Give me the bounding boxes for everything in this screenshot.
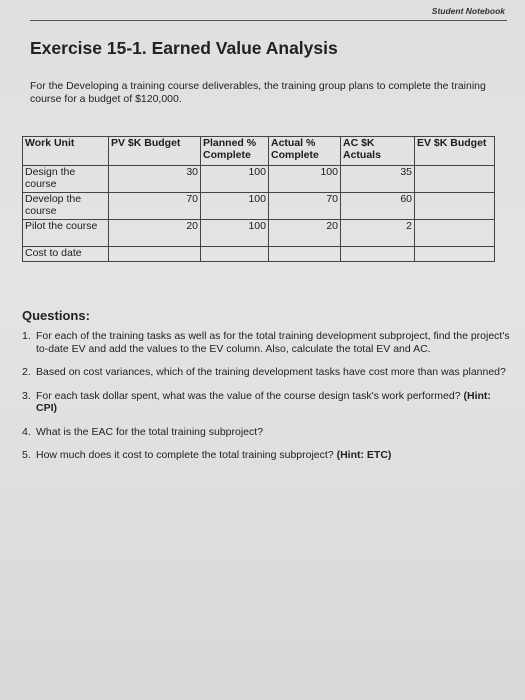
col-header-pv-budget: PV $K Budget [109, 137, 201, 166]
table-row-cost-to-date [23, 247, 495, 262]
questions-list [22, 330, 510, 473]
ev-cell [415, 166, 495, 193]
ac-cell: 60 [341, 193, 415, 220]
question-text: How much does it cost to complete the total training subproject? [36, 449, 334, 461]
question-item [22, 390, 510, 415]
planned-cell: 100 [201, 220, 269, 247]
col-header-planned-complete: Planned % Complete [201, 137, 269, 166]
question-item [22, 366, 510, 379]
question-item [22, 330, 510, 355]
pv-cell: 30 [109, 166, 201, 193]
ac-cell: 35 [341, 166, 415, 193]
question-item [22, 449, 510, 462]
question-number: 3. [22, 389, 31, 402]
table-header-row [23, 137, 495, 166]
notebook-header-label: Student Notebook [431, 6, 505, 16]
ev-cell [415, 220, 495, 247]
ac-cell: 2 [341, 220, 415, 247]
question-text: Based on cost variances, which of the training development tasks have cost more than was planned? [36, 366, 506, 378]
work-unit-cell: Pilot the course [23, 220, 109, 247]
earned-value-table [22, 136, 495, 262]
table-row [23, 193, 495, 220]
work-unit-cell: Design the course [23, 166, 109, 193]
col-header-ac-actuals: AC $K Actuals [341, 137, 415, 166]
exercise-title: Exercise 15-1. Earned Value Analysis [30, 38, 338, 58]
pv-cell [109, 247, 201, 262]
table-row [23, 166, 495, 193]
question-text: For each task dollar spent, what was the value of the course design task's work performed? [36, 389, 461, 402]
question-number: 1. [22, 330, 31, 342]
questions-heading: Questions: [22, 308, 90, 323]
question-number: 4. [22, 425, 31, 438]
col-header-ev-budget: EV $K Budget [415, 137, 495, 166]
question-hint: (Hint: ETC) [336, 449, 392, 461]
actual-cell: 70 [269, 193, 341, 220]
question-number: 2. [22, 366, 31, 378]
work-unit-cell: Develop the course [23, 193, 109, 220]
intro-paragraph: For the Developing a training course deliverables, the training group plans to complete the training course for a budget of $120,000. [30, 80, 486, 105]
ev-cell [415, 247, 495, 262]
pv-cell: 70 [109, 193, 201, 220]
question-number: 5. [22, 449, 31, 461]
table-row [23, 220, 495, 247]
header-rule [30, 20, 507, 21]
col-header-actual-complete: Actual % Complete [269, 137, 341, 166]
actual-cell: 20 [269, 220, 341, 247]
question-text: For each of the training tasks as well as for the total training development subproject, find the project's to-date EV and add the values to the EV column. Also, calculate the total EV and AC. [36, 330, 510, 355]
ac-cell [341, 247, 415, 262]
pv-cell: 20 [109, 220, 201, 247]
actual-cell [269, 247, 341, 262]
col-header-work-unit: Work Unit [23, 137, 109, 166]
work-unit-cell: Cost to date [23, 247, 109, 262]
question-hint: (Hint: CPI) [36, 389, 491, 414]
question-item [22, 426, 510, 439]
question-text: What is the EAC for the total training subproject? [36, 425, 264, 438]
planned-cell: 100 [201, 166, 269, 193]
planned-cell [201, 247, 269, 262]
ev-cell [415, 193, 495, 220]
planned-cell: 100 [201, 193, 269, 220]
actual-cell: 100 [269, 166, 341, 193]
